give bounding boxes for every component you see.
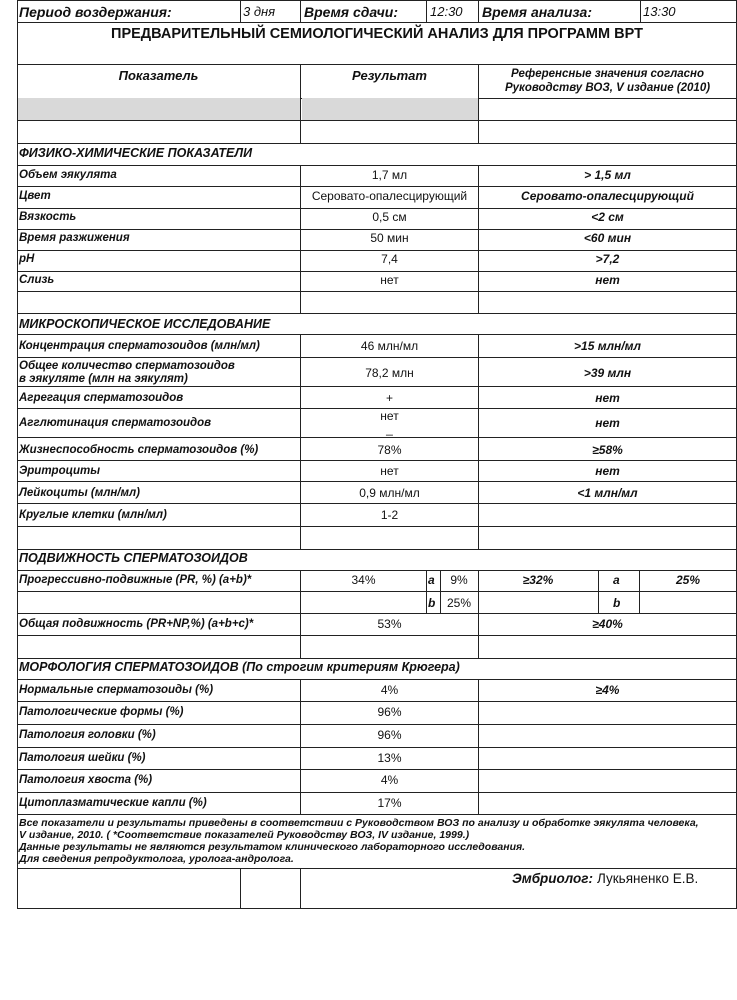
column-indicator: Показатель xyxy=(118,68,199,83)
grid-line-h xyxy=(17,186,737,187)
grid-line-h xyxy=(17,313,737,314)
row-reference: нет xyxy=(595,273,620,287)
grid-line-h xyxy=(17,591,737,592)
row-value: 78,2 млн xyxy=(365,366,414,380)
grid-line-v xyxy=(300,0,301,22)
row-value: Серовато-опалесцирующий xyxy=(311,189,468,203)
total-motility-value: 53% xyxy=(377,617,402,631)
row-label: Цитоплазматические капли (%) xyxy=(19,797,207,809)
row-label: Слизь xyxy=(19,274,55,286)
grid-line-h xyxy=(17,503,737,504)
grid-line-v xyxy=(478,0,479,22)
row-label-line2: в эякуляте (млн на эякулят) xyxy=(19,373,188,385)
grid-line-h xyxy=(17,724,737,725)
row-value: 78% xyxy=(377,443,402,457)
note-line4: Для сведения репродуктолога, уролога-андролога. xyxy=(19,853,294,865)
analysis-label: Время анализа: xyxy=(482,4,592,20)
grid-line-h xyxy=(17,814,737,815)
row-reference: >15 млн/мл xyxy=(574,339,641,353)
row-label: Жизнеспособность сперматозоидов (%) xyxy=(19,444,259,456)
row-value: нет xyxy=(380,273,399,287)
row-label: Вязкость xyxy=(19,211,77,223)
ref-a-label: a xyxy=(613,573,620,587)
row-label: Агглютинация сперматозоидов xyxy=(19,417,212,429)
row-value: 13% xyxy=(377,751,402,765)
row-value: 0,5 см xyxy=(372,210,407,224)
column-reference-line1: Референсные значения согласно xyxy=(510,68,705,80)
progressive-ref: ≥32% xyxy=(522,573,554,587)
row-reference: нет xyxy=(595,464,620,478)
motility-a-label: a xyxy=(428,573,435,587)
grid-line-v xyxy=(17,0,18,908)
grid-line-h xyxy=(17,250,737,251)
delivery-value: 12:30 xyxy=(430,4,463,19)
row-label: Общее количество сперматозоидов xyxy=(19,360,235,372)
row-label: Время разжижения xyxy=(19,232,130,244)
grid-line-h xyxy=(17,143,737,144)
row-reference: > 1,5 мл xyxy=(584,168,631,182)
progressive-value: 34% xyxy=(351,573,376,587)
grid-line-h xyxy=(17,229,737,230)
grid-line-h xyxy=(17,549,737,550)
total-motility-label: Общая подвижность (PR+NP,%) (a+b+c)* xyxy=(19,618,254,630)
row-value: 4% xyxy=(380,683,399,697)
note-line2: V издание, 2010. ( *Соответствие показателей Руководству ВОЗ, IV издание, 1999.) xyxy=(19,829,470,841)
ref-a-value: 25% xyxy=(675,573,701,587)
row-label: Патология хвоста (%) xyxy=(19,774,153,786)
grid-line-h xyxy=(17,437,737,438)
abstinence-value: 3 дня xyxy=(243,4,276,19)
grid-line-h xyxy=(17,792,737,793)
row-label: Круглые клетки (млн/мл) xyxy=(19,509,167,521)
row-reference: нет xyxy=(595,416,620,430)
grid-line-v xyxy=(300,679,301,814)
grid-line-v xyxy=(240,0,241,22)
grid-line-h xyxy=(17,386,737,387)
row-label: Нормальные сперматозоиды (%) xyxy=(19,684,214,696)
grid-line-h xyxy=(17,334,737,335)
row-value: + xyxy=(385,391,393,405)
motility-b-label: b xyxy=(428,596,436,610)
row-label: Патология шейки (%) xyxy=(19,752,146,764)
row-value: 96% xyxy=(377,728,402,742)
row-reference: <2 см xyxy=(591,210,624,224)
grid-line-v xyxy=(426,0,427,22)
gray-cell-indicator xyxy=(18,98,300,120)
row-reference: Серовато-опалесцирующий xyxy=(521,189,694,203)
motility-a-value: 9% xyxy=(450,573,468,587)
grid-line-v xyxy=(478,679,479,814)
row-value-line2: _ xyxy=(386,422,393,436)
grid-line-h xyxy=(17,271,737,272)
grid-line-h xyxy=(17,908,737,909)
grid-line-h xyxy=(17,0,737,1)
row-label: pH xyxy=(19,253,35,265)
analysis-value: 13:30 xyxy=(643,4,676,19)
grid-line-h xyxy=(17,460,737,461)
delivery-label: Время сдачи: xyxy=(304,4,399,20)
section-motility-title: ПОДВИЖНОСТЬ СПЕРМАТОЗОИДОВ xyxy=(19,551,248,565)
grid-line-h xyxy=(17,64,737,65)
grid-line-h xyxy=(17,570,737,571)
grid-line-h xyxy=(17,747,737,748)
ref-b-label: b xyxy=(613,596,621,610)
section-morph-title: МОРФОЛОГИЯ СПЕРМАТОЗОИДОВ (По строгим критериям Крюгера) xyxy=(19,660,460,674)
row-label: Лейкоциты (млн/мл) xyxy=(19,487,140,499)
row-reference: ≥4% xyxy=(595,683,620,697)
abstinence-label: Период воздержания: xyxy=(19,4,172,20)
row-label: Патологические формы (%) xyxy=(19,706,184,718)
row-label: Концентрация сперматозоидов (млн/мл) xyxy=(19,340,260,352)
row-value: 17% xyxy=(377,796,402,810)
row-value: 96% xyxy=(377,705,402,719)
grid-line-h xyxy=(17,22,737,23)
row-reference: нет xyxy=(595,391,620,405)
row-value: 1,7 мл xyxy=(371,168,408,182)
grid-line-h xyxy=(17,291,737,292)
page-title: ПРЕДВАРИТЕЛЬНЫЙ СЕМИОЛОГИЧЕСКИЙ АНАЛИЗ ДЛЯ ПРОГРАММ ВРТ xyxy=(111,26,643,42)
grid-line-v xyxy=(426,570,427,613)
row-reference: ≥58% xyxy=(592,443,623,457)
progressive-label: Прогрессивно-подвижные (PR, %) (a+b)* xyxy=(19,574,252,586)
row-label: Цвет xyxy=(19,190,51,202)
row-value: 4% xyxy=(380,773,399,787)
total-motility-ref: ≥40% xyxy=(592,617,623,631)
row-label: Объем эякулята xyxy=(19,169,117,181)
grid-line-v xyxy=(640,0,641,22)
grid-line-h xyxy=(17,208,737,209)
column-result: Результат xyxy=(352,68,427,83)
row-label: Эритроциты xyxy=(19,465,101,477)
section-micro-title: МИКРОСКОПИЧЕСКОЕ ИССЛЕДОВАНИЕ xyxy=(19,317,271,331)
grid-line-h xyxy=(17,679,737,680)
row-value: нет xyxy=(380,464,399,478)
grid-line-h xyxy=(17,481,737,482)
row-value: 0,9 млн/мл xyxy=(359,486,420,500)
grid-line-h xyxy=(17,357,737,358)
row-label: Патология головки (%) xyxy=(19,729,156,741)
grid-line-v xyxy=(300,868,301,908)
note-line1: Все показатели и результаты приведены в соответствии с Руководством ВОЗ по анализу и обработке эякулята человека, xyxy=(19,817,699,829)
grid-line-h xyxy=(17,613,737,614)
gray-cell-result xyxy=(302,98,478,120)
grid-line-h xyxy=(17,635,737,636)
grid-line-h xyxy=(17,120,737,121)
grid-line-h xyxy=(17,658,737,659)
row-value: 7,4 xyxy=(381,252,398,266)
row-reference: >39 млн xyxy=(583,366,632,380)
column-reference-line2: Руководству ВОЗ, V издание (2010) xyxy=(504,82,711,94)
row-value: нет xyxy=(380,409,399,423)
grid-line-v xyxy=(598,570,599,613)
signature-name: Лукьяненко Е.В. xyxy=(597,871,699,886)
signature-label: Эмбриолог: xyxy=(512,871,593,886)
row-reference: <1 млн/мл xyxy=(577,486,638,500)
grid-line-h xyxy=(17,769,737,770)
note-line3: Данные результаты не являются результатом клинического лабораторного исследования. xyxy=(19,841,526,853)
grid-line-h xyxy=(17,526,737,527)
motility-b-value: 25% xyxy=(446,596,472,610)
row-reference: <60 мин xyxy=(583,231,632,245)
grid-line-v xyxy=(240,868,241,908)
grid-line-h xyxy=(17,868,737,869)
row-value: 46 млн/мл xyxy=(360,339,419,353)
grid-line-h xyxy=(17,701,737,702)
section-physchem-title: ФИЗИКО-ХИМИЧЕСКИЕ ПОКАЗАТЕЛИ xyxy=(19,146,253,160)
grid-line-h xyxy=(17,165,737,166)
row-reference: >7,2 xyxy=(595,252,620,266)
row-label: Агрегация сперматозоидов xyxy=(19,392,184,404)
row-value: 50 мин xyxy=(370,231,409,245)
row-value: 1-2 xyxy=(380,508,399,522)
